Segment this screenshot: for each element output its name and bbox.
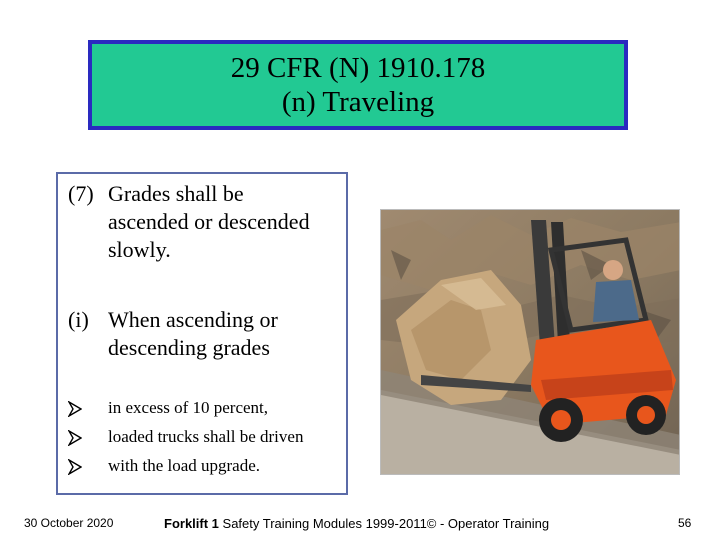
forklift-photo xyxy=(380,209,680,475)
paragraph-7-line3: slowly. xyxy=(108,237,171,262)
paragraph-i-line1: When ascending or xyxy=(108,307,278,332)
arrow-bullet-icon xyxy=(68,427,108,449)
list-item xyxy=(68,398,348,427)
bullet-text: with the load upgrade. xyxy=(108,456,261,475)
footer-module-text xyxy=(164,516,549,531)
content-text-box xyxy=(56,172,348,495)
paragraph-i-label: (i) xyxy=(68,307,89,332)
footer-module-rest: Safety Training Modules 1999-2011© - Operator Training xyxy=(218,516,550,531)
arrow-bullet-icon xyxy=(68,398,108,420)
list-item xyxy=(68,456,348,485)
slide-title-line1: 29 CFR (N) 1910.178 xyxy=(230,52,486,84)
slide-title-box xyxy=(88,40,628,130)
paragraph-i-line2: descending grades xyxy=(108,335,270,360)
bullet-text: in excess of 10 percent, xyxy=(108,398,269,417)
footer-module-bold: Forklift 1 xyxy=(164,516,219,531)
arrow-bullet-icon xyxy=(68,456,108,478)
paragraph-7-label: (7) xyxy=(68,181,94,206)
page-number: 56 xyxy=(678,516,692,530)
footer-date: 30 October 2020 xyxy=(24,516,114,530)
paragraph-i xyxy=(68,306,278,362)
slide-title-line2: (n) Traveling xyxy=(281,86,435,118)
list-item xyxy=(68,427,348,456)
bullet-list xyxy=(68,398,348,485)
paragraph-7-line1: Grades shall be xyxy=(108,181,244,206)
paragraph-7 xyxy=(68,180,310,264)
paragraph-7-line2: ascended or descended xyxy=(108,209,310,234)
bullet-text: loaded trucks shall be driven xyxy=(108,427,304,446)
